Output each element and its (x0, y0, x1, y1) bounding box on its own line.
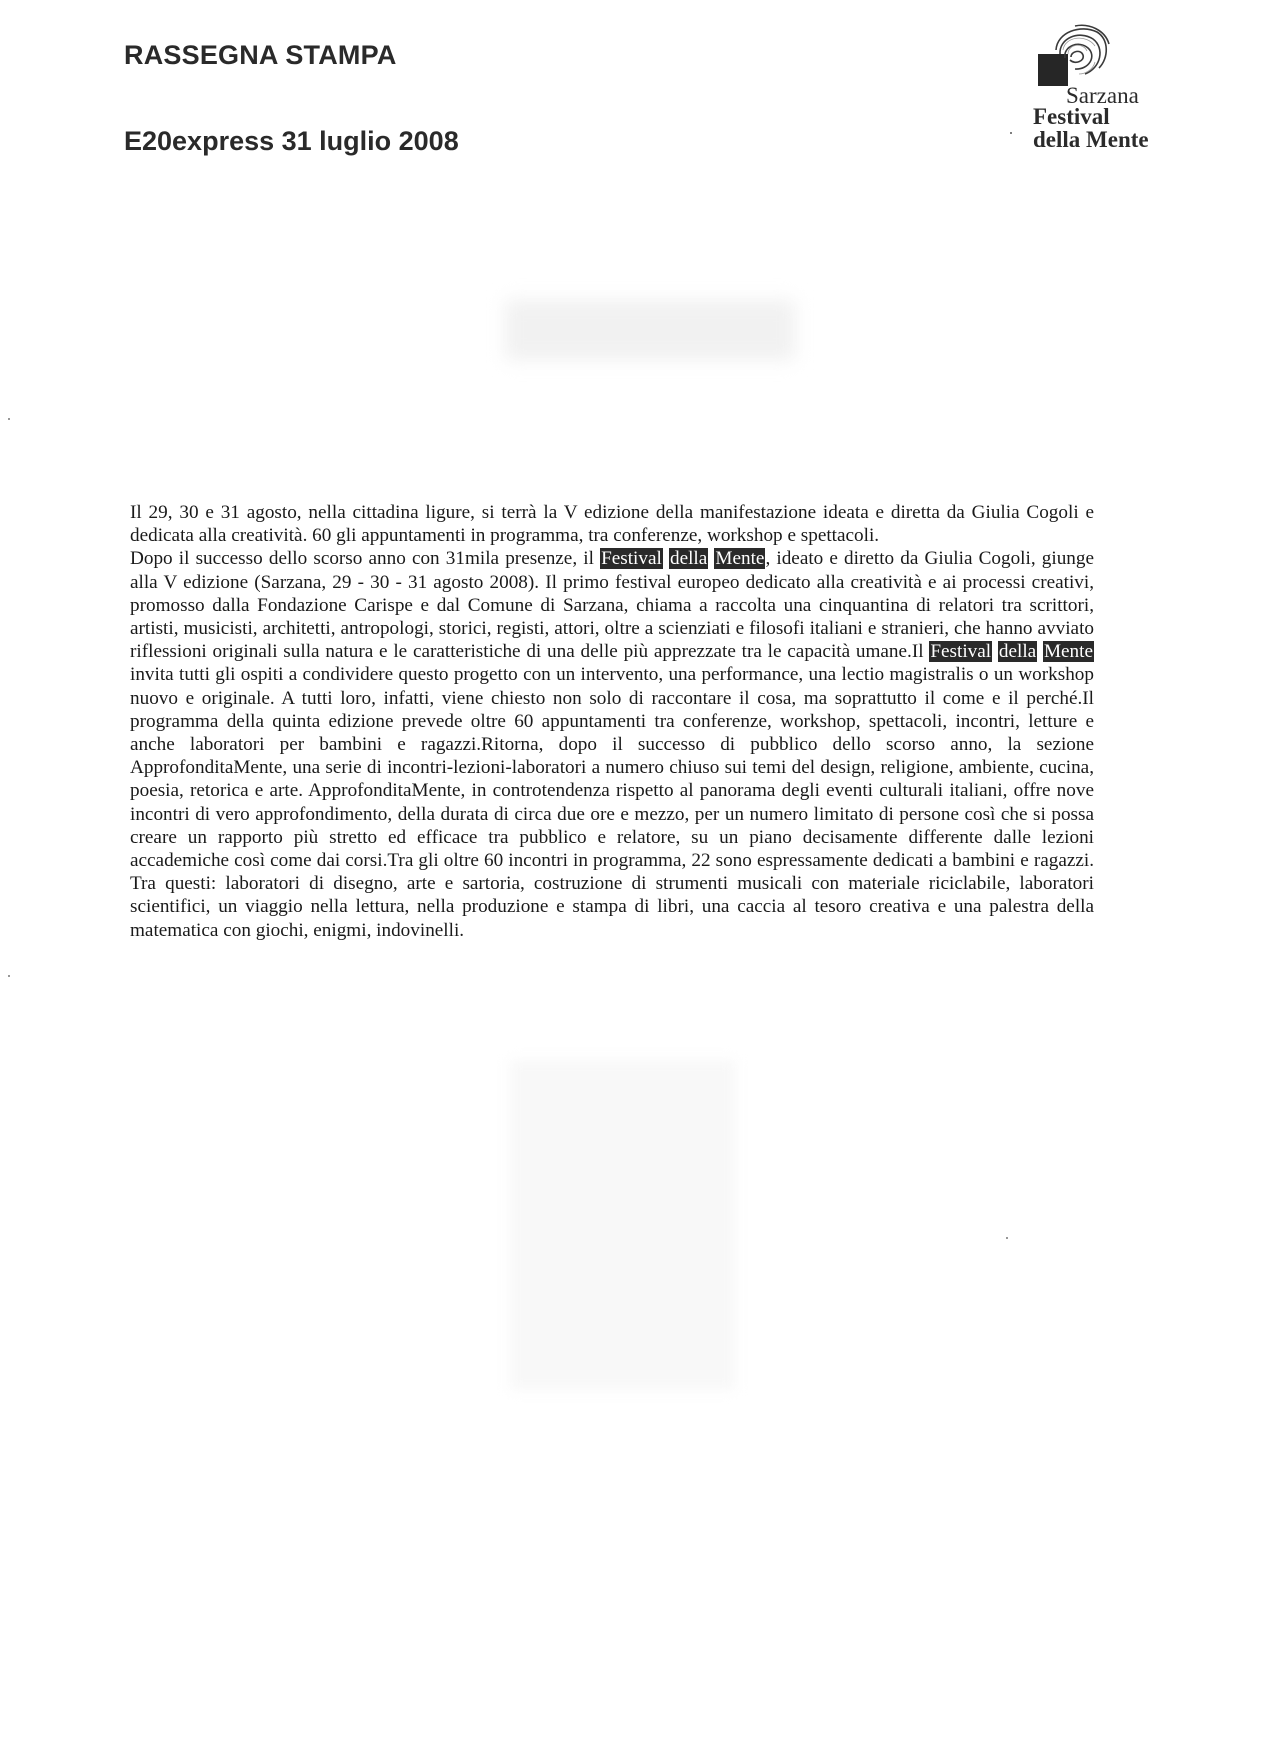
source-date: E20express 31 luglio 2008 (124, 126, 459, 156)
highlighted-word: della (998, 641, 1037, 663)
highlighted-word: Mente (1043, 641, 1094, 663)
page-title: RASSEGNA STAMPA (124, 40, 397, 70)
highlighted-word: Mente (715, 548, 765, 570)
highlighted-word: Festival (930, 641, 992, 663)
article-intro: Il 29, 30 e 31 agosto, nella cittadina ligure, si terrà la V edizione della manifestazione ideata e diretta da Giulia Cogoli e dedicata alla creatività. 60 gli appuntamenti in programma, tra conferenze, workshop e spettacoli. (130, 502, 1094, 547)
article-text: Dopo il successo dello scorso anno con 31mila presenze, il (130, 548, 594, 570)
logo-della-mente-text: della Mente (1033, 127, 1149, 152)
logo-festival-text: Festival (1033, 104, 1110, 129)
article-text: invita tutti gli ospiti a condividere questo progetto con un intervento, una performance, una lectio magistralis o un workshop nuovo e originale. A tutti loro, infatti, viene chiesto non solo di raccontare il cosa, ma soprattutto il come e il perché.Il programma della quinta edizione prevede oltre 60 appuntamenti tra conferenze, workshop, spettacoli, incontri, letture e anche laboratori per bambini e ragazzi.Ritorna, dopo il successo di pubblico dello scorso anno, la sezione ApprofonditaMente, una serie di incontri-lezioni-laboratori a numero chiuso sui temi del design, religione, ambiente, cucina, poesia, retorica e arte. ApprofonditaMente, in controtendenza rispetto al panorama degli eventi culturali italiani, offre nove incontri di vero approfondimento, della durata di circa due ore e mezzo, per un numero limitato di persone così che si possa creare un rapporto più stretto ed efficace tra pubblico e relatore, su un piano decisamente differente dalle lezioni accademiche così come dai corsi.Tra gli oltre 60 incontri in programma, 22 sono espressamente dedicati a bambini e ragazzi. Tra questi: laboratori di disegno, arte e sartoria, costruzione di strumenti musicali con materiale riciclabile, laboratori scientifici, un viaggio nella lettura, nella produzione e stampa di libri, una caccia al tesoro creativa e una palestra della matematica con giochi, enigmi, indovinelli. (130, 664, 1094, 941)
festival-logo (1030, 24, 1190, 154)
highlighted-word: Festival (601, 548, 662, 570)
article-paragraph: Dopo il successo dello scorso anno con 31mila presenze, il Festival della Mente, ideato e diretto da Giulia Cogoli, giunge alla V edizione (Sarzana, 29 - 30 - 31 agosto 2008). Il primo festival europeo dedicato alla creatività e ai processi creativi, promosso dalla Fondazione Carispe e dal Comune di Sarzana, chiama a raccolta una cinquantina di relatori tra scrittori, artisti, musicisti, architetti, antropologi, storici, registi, attori, oltre a scienziati e filosofi italiani e stranieri, che hanno avviato riflessioni originali sulla natura e le caratteristiche di una delle più apprezzate tra le capacità umane.Il Festival della Mente invita tutti gli ospiti a condividere questo progetto con un intervento, una performance, una lectio magistralis o un workshop nuovo e originale. A tutti loro, infatti, viene chiesto non solo di raccontare il cosa, ma soprattutto il come e il perché.Il programma della quinta edizione prevede oltre 60 appuntamenti tra conferenze, workshop, spettacoli, incontri, letture e anche laboratori per bambini e ragazzi.Ritorna, dopo il successo di pubblico dello scorso anno, la sezione ApprofonditaMente, una serie di incontri-lezioni-laboratori a numero chiuso sui temi del design, religione, ambiente, cucina, poesia, retorica e arte. ApprofonditaMente, in controtendenza rispetto al panorama degli eventi culturali italiani, offre nove incontri di vero approfondimento, della durata di circa due ore e mezzo, per un numero limitato di persone così che si possa creare un rapporto più stretto ed efficace tra pubblico e relatore, su un piano decisamente differente dalle lezioni accademiche così come dai corsi.Tra gli oltre 60 incontri in programma, 22 sono espressamente dedicati a bambini e ragazzi. Tra questi: laboratori di disegno, arte e sartoria, costruzione di strumenti musicali con materiale riciclabile, laboratori scientifici, un viaggio nella lettura, nella produzione e stampa di libri, una caccia al tesoro creativa e una palestra della matematica con giochi, enigmi, indovinelli. (130, 548, 1095, 941)
scan-speck (8, 975, 10, 977)
scan-smudge (510, 1060, 735, 1390)
article-body (130, 501, 1094, 942)
article-text: ideato e diretto da Giulia Cogoli, giunge alla V edizione (Sarzana, 29 - 30 - 31 agosto 2008). Il primo festival europeo dedicato alla creatività e ai processi creativi, promosso dalla Fondazione Carispe e dal Comune di Sarzana, chiama a raccolta una cinquantina di relatori tra scrittori, artisti, musicisti, architetti, antropologi, storici, registi, attori, oltre a scienziati e filosofi italiani e stranieri, che hanno avviato riflessioni originali sulla natura e le caratteristiche di una delle più apprezzate tra le capacità umane.Il (130, 548, 1095, 663)
logo-city-text: Sarzana (1066, 83, 1139, 108)
scan-smudge (505, 300, 795, 360)
scan-speck (8, 418, 10, 420)
scan-speck (1006, 1237, 1008, 1239)
scan-speck (1010, 132, 1012, 134)
highlighted-word: della (669, 548, 708, 570)
